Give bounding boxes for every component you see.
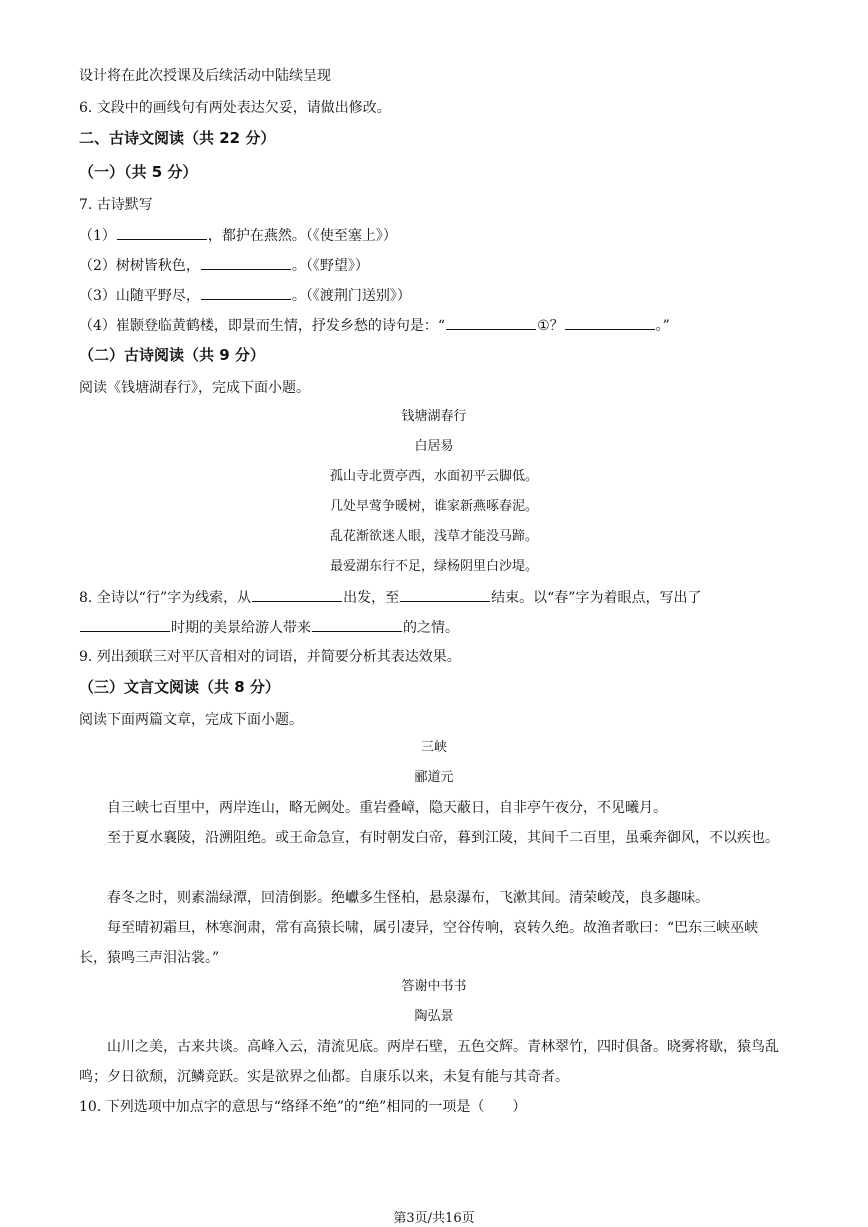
poem-line: 最爱湖东行不足，绿杨阴里白沙堤。 — [329, 559, 538, 574]
essay-paragraph — [79, 913, 785, 973]
essay-author: 郦道元 — [414, 770, 454, 785]
question-7: 7. 古诗默写 — [79, 197, 153, 213]
essay-paragraph — [79, 1032, 785, 1092]
question-7-2 — [79, 255, 369, 276]
question-10: 10. 下列选项中加点字的意思与“络绎不绝”的“绝”相同的一项是（ ） — [79, 1099, 527, 1115]
essay-author: 陶弘景 — [414, 1009, 454, 1024]
q7-4-middle: ①？ — [537, 318, 564, 334]
question-9: 9. 列出颈联三对平仄音相对的词语，并简要分析其表达效果。 — [79, 649, 461, 665]
q7-2-suffix: 。（《野望》） — [291, 258, 369, 274]
question-7-4 — [79, 315, 670, 336]
answer-blank[interactable] — [201, 255, 291, 270]
question-6: 6. 文段中的画线句有两处表达欠妥，请做出修改。 — [79, 100, 391, 116]
question-7-1 — [79, 225, 397, 246]
essay-paragraph — [79, 883, 785, 913]
subsection-heading-1: （一）（共 5 分） — [79, 163, 198, 181]
poem-title: 钱塘湖春行 — [401, 409, 467, 424]
page-footer: 第3页/共16页 — [393, 1211, 475, 1226]
answer-blank[interactable] — [446, 315, 536, 330]
q7-3-suffix: 。（《渡荆门送别》） — [291, 288, 411, 304]
answer-blank[interactable] — [201, 285, 291, 300]
answer-blank[interactable] — [252, 587, 342, 602]
subsection-heading-3: （三）文言文阅读（共 8 分） — [79, 678, 280, 696]
paragraph-text: 至于夏水襄陵，沿溯阻绝。或王命急宣，有时朝发白帝，暮到江陵，其间千二百里，虽乘奔御风，不以疾也。 — [107, 830, 779, 846]
answer-blank[interactable] — [565, 315, 655, 330]
q8-part: 8. 全诗以“行”字为线索，从 — [79, 590, 252, 606]
q7-2-prefix: （2）树树皆秋色， — [79, 258, 200, 274]
subsection-heading-2: （二）古诗阅读（共 9 分） — [79, 346, 265, 364]
q8-part: 出发，至 — [343, 590, 400, 606]
q7-1-suffix: ，都护在燕然。（《使至塞上》） — [207, 228, 397, 244]
essay-paragraph — [79, 793, 785, 823]
poem-author: 白居易 — [414, 439, 454, 454]
essay-title: 三峡 — [420, 740, 447, 755]
question-8 — [79, 587, 701, 608]
poem-line: 几处早莺争暖树，谁家新燕啄春泥。 — [329, 499, 538, 514]
paragraph-text: 自三峡七百里中，两岸连山，略无阙处。重岩叠嶂，隐天蔽日，自非亭午夜分，不见曦月。 — [107, 800, 667, 816]
q7-1-prefix: （1） — [79, 228, 116, 244]
paragraph-text: 山川之美，古来共谈。高峰入云，清流见底。两岸石壁，五色交辉。青林翠竹，四时俱备。晓雾将歇，猿鸟乱鸣；夕日欲颓，沉鳞竞跃。实是欲界之仙都。自康乐以来，未复有能与其奇者。 — [79, 1039, 779, 1085]
poem-line: 乱花渐欲迷人眼，浅草才能没马蹄。 — [329, 529, 538, 544]
answer-blank[interactable] — [80, 617, 170, 632]
q7-3-prefix: （3）山随平野尽， — [79, 288, 200, 304]
q7-4-prefix: （4）崔颢登临黄鹤楼，即景而生情，抒发乡愁的诗句是：“ — [79, 318, 446, 334]
paragraph-text: 每至晴初霜旦，林寒涧肃，常有高猿长啸，属引凄异，空谷传响，哀转久绝。故渔者歌曰：“巴东三峡巫峡长，猿鸣三声泪沾裳。” — [79, 920, 759, 966]
answer-blank[interactable] — [117, 225, 207, 240]
q8-part: 结束。以“春”字为着眼点，写出了 — [491, 590, 702, 606]
section-heading-2: 二、古诗文阅读（共 22 分） — [79, 129, 276, 147]
essay-title: 答谢中书书 — [401, 979, 467, 994]
q8-part: 的之情。 — [403, 620, 459, 636]
reading-instruction: 阅读《钱塘湖春行》，完成下面小题。 — [79, 380, 310, 396]
question-7-3 — [79, 285, 411, 306]
reading-instruction: 阅读下面两篇文章，完成下面小题。 — [79, 712, 303, 728]
question-8-cont — [79, 617, 459, 638]
answer-blank[interactable] — [312, 617, 402, 632]
q8-part: 时期的美景给游人带来 — [171, 620, 311, 636]
paragraph-text: 春冬之时，则素湍绿潭，回清倒影。绝巘多生怪柏，悬泉瀑布，飞漱其间。清荣峻茂，良多趣味。 — [107, 890, 709, 906]
text-line: 设计将在此次授课及后续活动中陆续呈现 — [79, 68, 331, 84]
q7-4-suffix: 。” — [655, 318, 670, 334]
answer-blank[interactable] — [400, 587, 490, 602]
poem-line: 孤山寺北贾亭西，水面初平云脚低。 — [329, 469, 538, 484]
essay-paragraph — [79, 823, 785, 853]
